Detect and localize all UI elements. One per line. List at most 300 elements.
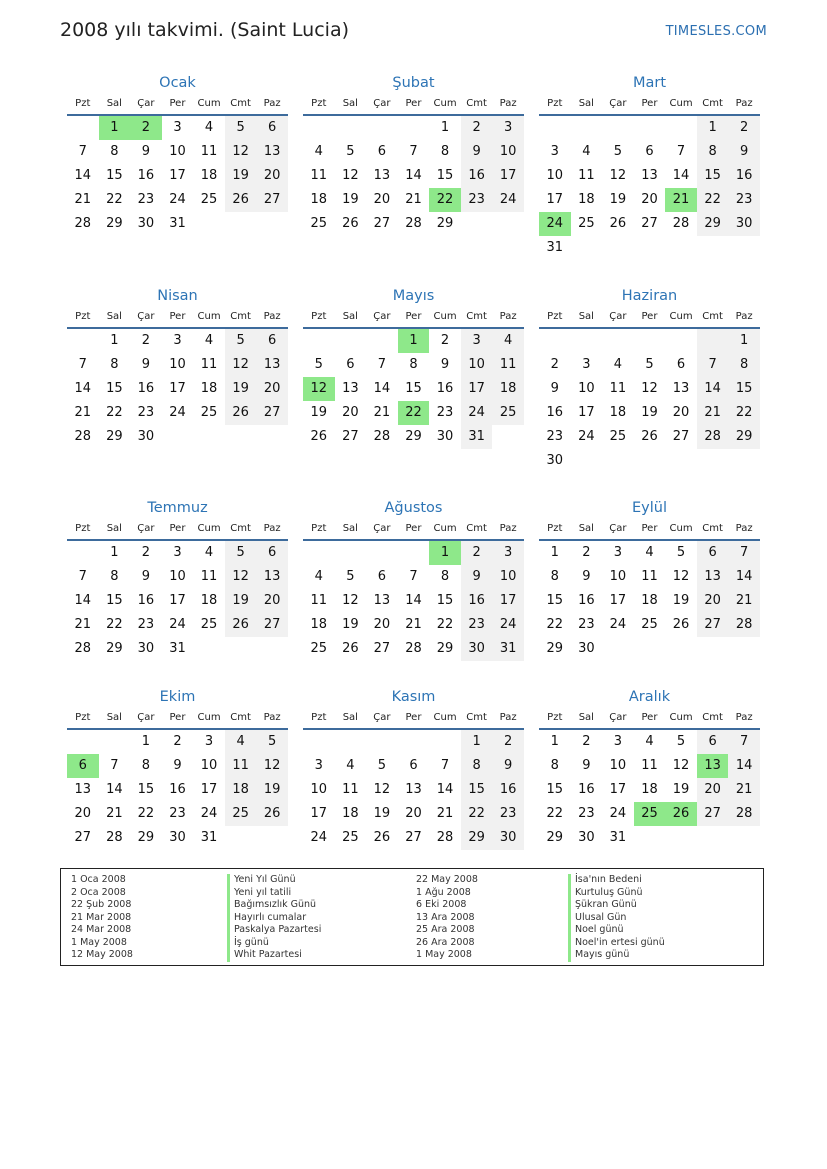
weekday-label: Çar bbox=[609, 98, 627, 109]
weekday-label: Sal bbox=[106, 98, 122, 109]
calendar-day: 15 bbox=[546, 782, 564, 797]
empty-day bbox=[634, 826, 666, 850]
calendar-day: 26 bbox=[609, 216, 627, 231]
calendar-day: 26 bbox=[672, 617, 690, 632]
weekday-label: Paz bbox=[499, 311, 517, 322]
calendar-day: 17 bbox=[609, 593, 627, 608]
calendar-day: 15 bbox=[436, 593, 454, 608]
calendar-day: 29 bbox=[106, 429, 123, 444]
empty-day bbox=[665, 116, 697, 140]
calendar-day: 25 bbox=[641, 617, 658, 632]
calendar-day: 1 bbox=[110, 545, 119, 560]
calendar-day: 8 bbox=[409, 357, 418, 372]
holiday-day: 2 bbox=[130, 116, 162, 140]
legend-date: 26 Ara 2008 bbox=[416, 936, 475, 948]
week-row bbox=[539, 353, 760, 377]
calendar-day: 29 bbox=[405, 429, 422, 444]
week-row bbox=[303, 778, 524, 802]
calendar-day: 9 bbox=[582, 758, 591, 773]
calendar-day: 30 bbox=[436, 429, 454, 444]
calendar-day: 23 bbox=[436, 405, 454, 420]
empty-day bbox=[634, 236, 666, 260]
calendar-day: 15 bbox=[461, 778, 493, 802]
calendar-day: 18 bbox=[578, 192, 595, 207]
weekday-label: Cum bbox=[433, 712, 457, 723]
calendar-day: 8 bbox=[697, 140, 729, 164]
calendar-day: 22 bbox=[461, 802, 493, 826]
calendar-day: 12 bbox=[225, 353, 257, 377]
calendar-day: 27 bbox=[74, 830, 92, 845]
calendar-day: 19 bbox=[641, 405, 658, 420]
weekday-label: Cmt bbox=[702, 523, 723, 534]
site-link[interactable]: TIMESLES.COM bbox=[665, 24, 767, 39]
holiday-day: 21 bbox=[665, 188, 697, 212]
legend-holiday-name: Yeni yıl tatili bbox=[227, 887, 321, 900]
calendar-day: 21 bbox=[728, 589, 760, 613]
empty-day bbox=[571, 116, 603, 140]
weekday-label: Çar bbox=[137, 523, 155, 534]
week-row bbox=[539, 188, 760, 212]
empty-day bbox=[665, 826, 697, 850]
calendar-day: 22 bbox=[728, 401, 760, 425]
calendar-day: 4 bbox=[225, 730, 257, 754]
legend-holiday-name: Kurtuluş Günü bbox=[568, 887, 665, 900]
weekday-label: Per bbox=[405, 98, 422, 109]
empty-day bbox=[366, 116, 398, 140]
calendar-day: 31 bbox=[200, 830, 218, 845]
calendar-day: 1 bbox=[461, 730, 493, 754]
calendar-day: 23 bbox=[137, 192, 155, 207]
calendar-day: 4 bbox=[204, 333, 214, 348]
legend-holiday-name: Paskalya Pazartesi bbox=[227, 924, 321, 937]
calendar-day: 17 bbox=[546, 192, 564, 207]
calendar-day: 6 bbox=[409, 758, 418, 773]
calendar-day: 2 bbox=[582, 545, 591, 560]
empty-day bbox=[256, 212, 288, 236]
calendar-day: 15 bbox=[137, 782, 155, 797]
weekday-label: Pzt bbox=[311, 712, 327, 723]
weekday-label: Cum bbox=[197, 712, 221, 723]
calendar-day: 17 bbox=[461, 377, 493, 401]
empty-day bbox=[335, 541, 367, 565]
calendar-day: 14 bbox=[405, 168, 422, 183]
week-row bbox=[67, 637, 288, 661]
week-row bbox=[303, 401, 524, 425]
empty-day bbox=[256, 637, 288, 661]
weekday-label: Paz bbox=[735, 712, 753, 723]
weekday-label: Per bbox=[405, 311, 422, 322]
calendar-day: 7 bbox=[697, 353, 729, 377]
calendar-day: 20 bbox=[256, 589, 288, 613]
week-row bbox=[303, 116, 524, 140]
holiday-day: 22 bbox=[429, 188, 461, 212]
calendar-day: 27 bbox=[373, 641, 391, 656]
week-row bbox=[67, 353, 288, 377]
legend-holiday-name: Whit Pazartesi bbox=[227, 949, 321, 962]
week-row bbox=[67, 754, 288, 778]
empty-day bbox=[193, 425, 225, 449]
calendar-day: 17 bbox=[578, 405, 595, 420]
calendar-day: 8 bbox=[141, 758, 151, 773]
calendar-day: 4 bbox=[204, 120, 214, 135]
empty-day bbox=[366, 730, 398, 754]
calendar-day: 7 bbox=[78, 144, 87, 159]
calendar-day: 1 bbox=[141, 734, 151, 749]
empty-day bbox=[99, 730, 131, 754]
empty-day bbox=[634, 637, 666, 661]
calendar-day: 4 bbox=[613, 357, 623, 372]
calendar-day: 7 bbox=[78, 357, 87, 372]
calendar-day: 24 bbox=[609, 806, 627, 821]
weekday-label: Çar bbox=[373, 98, 391, 109]
calendar-day: 28 bbox=[697, 425, 729, 449]
calendar-day: 13 bbox=[373, 168, 391, 183]
month-name: Mart bbox=[632, 75, 667, 91]
week-row bbox=[539, 826, 760, 850]
calendar-day: 8 bbox=[110, 569, 119, 584]
calendar-day: 3 bbox=[492, 541, 524, 565]
weekday-label: Paz bbox=[499, 523, 517, 534]
calendar-day: 20 bbox=[641, 192, 658, 207]
weekday-label: Per bbox=[405, 523, 422, 534]
weekday-label: Pzt bbox=[311, 98, 327, 109]
weekday-label: Per bbox=[641, 311, 658, 322]
week-row bbox=[67, 164, 288, 188]
calendar-day: 29 bbox=[106, 641, 123, 656]
empty-day bbox=[602, 637, 634, 661]
week-row bbox=[67, 826, 288, 850]
calendar-day: 28 bbox=[405, 641, 422, 656]
calendar-day: 28 bbox=[728, 613, 760, 637]
calendar-day: 16 bbox=[461, 164, 493, 188]
weekday-label: Cum bbox=[669, 712, 693, 723]
month-name: Temmuz bbox=[147, 500, 208, 516]
calendar-day: 1 bbox=[697, 116, 729, 140]
calendar-day: 4 bbox=[204, 545, 214, 560]
week-row bbox=[539, 401, 760, 425]
calendar-day: 14 bbox=[436, 782, 454, 797]
weekday-label: Per bbox=[169, 523, 186, 534]
empty-day bbox=[225, 212, 257, 236]
calendar-day: 10 bbox=[609, 758, 627, 773]
legend-holiday-name: Bağımsızlık Günü bbox=[227, 899, 321, 912]
weekday-label: Sal bbox=[106, 712, 122, 723]
empty-day bbox=[728, 449, 760, 473]
calendar-day: 3 bbox=[173, 120, 182, 135]
calendar-day: 10 bbox=[461, 353, 493, 377]
weekday-label: Sal bbox=[342, 523, 358, 534]
legend-holiday-name: Noel günü bbox=[568, 924, 665, 937]
calendar-day: 25 bbox=[200, 192, 218, 207]
calendar-day: 28 bbox=[106, 830, 123, 845]
week-row bbox=[539, 730, 760, 754]
calendar-day: 17 bbox=[169, 168, 186, 183]
calendar-day: 14 bbox=[74, 168, 92, 183]
week-row bbox=[67, 212, 288, 236]
empty-day bbox=[398, 730, 430, 754]
holiday-day: 25 bbox=[634, 802, 666, 826]
calendar-day: 3 bbox=[492, 116, 524, 140]
calendar-day: 3 bbox=[550, 144, 559, 159]
calendar-day: 31 bbox=[169, 216, 186, 231]
holiday-day: 6 bbox=[67, 754, 99, 778]
calendar-day: 7 bbox=[78, 569, 87, 584]
calendar-day: 3 bbox=[204, 734, 214, 749]
week-row bbox=[303, 754, 524, 778]
calendar-day: 26 bbox=[342, 641, 359, 656]
weekday-label: Per bbox=[405, 712, 422, 723]
calendar-day: 27 bbox=[342, 429, 359, 444]
calendar-day: 1 bbox=[110, 333, 119, 348]
weekday-header bbox=[539, 519, 760, 541]
calendar-day: 6 bbox=[377, 144, 387, 159]
calendar-day: 30 bbox=[137, 429, 155, 444]
week-row bbox=[539, 778, 760, 802]
calendar-day: 19 bbox=[225, 377, 257, 401]
calendar-day: 8 bbox=[728, 353, 760, 377]
calendar-day: 2 bbox=[550, 357, 559, 372]
calendar-day: 21 bbox=[405, 617, 422, 632]
calendar-day: 23 bbox=[137, 617, 155, 632]
weekday-label: Per bbox=[641, 523, 658, 534]
calendar-day: 6 bbox=[645, 144, 654, 159]
weekday-header bbox=[303, 307, 524, 329]
calendar-day: 25 bbox=[200, 405, 218, 420]
weekday-label: Cum bbox=[197, 523, 221, 534]
empty-day bbox=[67, 541, 99, 565]
week-row bbox=[539, 613, 760, 637]
calendar-day: 27 bbox=[641, 216, 658, 231]
calendar-day: 7 bbox=[409, 144, 418, 159]
calendar-day: 11 bbox=[641, 569, 658, 584]
legend-holiday-name: İsa'nın Bedeni bbox=[568, 874, 665, 887]
calendar-day: 19 bbox=[225, 164, 257, 188]
calendar-day: 27 bbox=[256, 401, 288, 425]
holiday-day: 1 bbox=[398, 329, 430, 353]
empty-day bbox=[571, 329, 603, 353]
week-row bbox=[539, 164, 760, 188]
calendar-day: 24 bbox=[169, 192, 186, 207]
calendar-day: 27 bbox=[672, 429, 690, 444]
calendar-day: 16 bbox=[728, 164, 760, 188]
calendar-day: 18 bbox=[342, 806, 359, 821]
month-name: Ekim bbox=[159, 689, 196, 705]
empty-day bbox=[492, 212, 524, 236]
calendar-day: 27 bbox=[373, 216, 391, 231]
weekday-label: Pzt bbox=[547, 712, 563, 723]
week-row bbox=[303, 613, 524, 637]
weekday-label: Cmt bbox=[466, 523, 487, 534]
calendar-day: 22 bbox=[106, 617, 123, 632]
week-row bbox=[539, 236, 760, 260]
calendar-day: 4 bbox=[645, 545, 654, 560]
week-row bbox=[303, 164, 524, 188]
week-row bbox=[67, 778, 288, 802]
calendar-day: 28 bbox=[74, 641, 92, 656]
month-name: Nisan bbox=[157, 288, 198, 304]
weekday-label: Cum bbox=[669, 311, 693, 322]
weekday-header bbox=[539, 708, 760, 730]
weekday-label: Cmt bbox=[230, 523, 251, 534]
calendar-day: 30 bbox=[137, 641, 155, 656]
calendar-day: 29 bbox=[106, 216, 123, 231]
weekday-label: Çar bbox=[137, 311, 155, 322]
calendar-day: 3 bbox=[461, 329, 493, 353]
calendar-day: 9 bbox=[550, 381, 559, 396]
calendar-day: 15 bbox=[106, 593, 123, 608]
calendar-day: 16 bbox=[169, 782, 186, 797]
calendar-day: 24 bbox=[578, 429, 595, 444]
calendar-day: 5 bbox=[225, 541, 257, 565]
empty-day bbox=[303, 541, 335, 565]
weekday-header bbox=[539, 94, 760, 116]
weekday-label: Sal bbox=[578, 712, 594, 723]
empty-day bbox=[492, 425, 524, 449]
calendar-day: 23 bbox=[492, 802, 524, 826]
calendar-day: 19 bbox=[342, 617, 359, 632]
calendar-day: 9 bbox=[141, 357, 151, 372]
calendar-day: 2 bbox=[582, 734, 591, 749]
calendar-day: 4 bbox=[492, 329, 524, 353]
weekday-label: Paz bbox=[263, 311, 281, 322]
empty-day bbox=[193, 212, 225, 236]
weekday-label: Pzt bbox=[75, 311, 91, 322]
calendar-day: 29 bbox=[436, 216, 454, 231]
calendar-day: 5 bbox=[256, 730, 288, 754]
calendar-day: 8 bbox=[550, 758, 559, 773]
calendar-day: 3 bbox=[613, 545, 623, 560]
weekday-label: Çar bbox=[373, 712, 391, 723]
calendar-day: 18 bbox=[310, 617, 328, 632]
calendar-day: 9 bbox=[461, 140, 493, 164]
empty-day bbox=[429, 730, 461, 754]
weekday-label: Per bbox=[641, 712, 658, 723]
calendar-day: 8 bbox=[461, 754, 493, 778]
month-name: Ocak bbox=[159, 75, 196, 91]
calendar-day: 1 bbox=[728, 329, 760, 353]
weekday-label: Çar bbox=[373, 311, 391, 322]
week-row bbox=[67, 802, 288, 826]
calendar-day: 16 bbox=[492, 778, 524, 802]
calendar-day: 1 bbox=[550, 545, 559, 560]
week-row bbox=[539, 212, 760, 236]
weekday-label: Cmt bbox=[230, 98, 251, 109]
week-row bbox=[67, 188, 288, 212]
week-row bbox=[67, 116, 288, 140]
week-row bbox=[67, 329, 288, 353]
calendar-day: 30 bbox=[578, 830, 595, 845]
calendar-day: 4 bbox=[314, 569, 323, 584]
legend-date: 25 Ara 2008 bbox=[416, 924, 475, 935]
calendar-day: 26 bbox=[225, 188, 257, 212]
calendar-day: 12 bbox=[609, 168, 627, 183]
weekday-header bbox=[67, 94, 288, 116]
month-12 bbox=[539, 686, 760, 850]
calendar-day: 2 bbox=[440, 333, 450, 348]
calendar-day: 10 bbox=[578, 381, 595, 396]
calendar-day: 26 bbox=[225, 401, 257, 425]
calendar-day: 30 bbox=[492, 826, 524, 850]
calendar-day: 18 bbox=[609, 405, 627, 420]
month-7 bbox=[67, 497, 288, 661]
holiday-day: 12 bbox=[303, 377, 335, 401]
calendar-day: 15 bbox=[728, 377, 760, 401]
empty-day bbox=[67, 730, 99, 754]
month-name: Mayıs bbox=[392, 288, 435, 304]
legend-date: 1 May 2008 bbox=[416, 949, 472, 960]
calendar-day: 29 bbox=[436, 641, 454, 656]
calendar-day: 11 bbox=[492, 353, 524, 377]
empty-day bbox=[665, 449, 697, 473]
calendar-day: 1 bbox=[550, 734, 559, 749]
week-row bbox=[539, 589, 760, 613]
weekday-label: Paz bbox=[499, 712, 517, 723]
week-row bbox=[303, 730, 524, 754]
calendar-day: 5 bbox=[676, 734, 686, 749]
calendar-day: 18 bbox=[492, 377, 524, 401]
calendar-day: 29 bbox=[137, 830, 155, 845]
weekday-label: Pzt bbox=[311, 311, 327, 322]
calendar-day: 12 bbox=[641, 381, 658, 396]
calendar-day: 7 bbox=[728, 541, 760, 565]
calendar-day: 6 bbox=[697, 730, 729, 754]
calendar-day: 11 bbox=[310, 593, 328, 608]
empty-day bbox=[461, 212, 493, 236]
empty-day bbox=[728, 637, 760, 661]
calendar-day: 23 bbox=[728, 188, 760, 212]
calendar-day: 30 bbox=[461, 637, 493, 661]
week-row bbox=[539, 541, 760, 565]
calendar-day: 27 bbox=[256, 613, 288, 637]
calendar-day: 17 bbox=[169, 593, 186, 608]
calendar-day: 29 bbox=[697, 212, 729, 236]
calendar-day: 11 bbox=[578, 168, 595, 183]
month-name: Kasım bbox=[391, 689, 436, 705]
empty-day bbox=[335, 116, 367, 140]
calendar-day: 21 bbox=[74, 405, 92, 420]
empty-day bbox=[256, 425, 288, 449]
calendar-day: 8 bbox=[110, 357, 119, 372]
legend-date: 1 Oca 2008 bbox=[71, 874, 126, 885]
calendar-day: 2 bbox=[461, 541, 493, 565]
weekday-label: Cum bbox=[433, 98, 457, 109]
calendar-day: 16 bbox=[578, 593, 595, 608]
month-3 bbox=[539, 72, 760, 260]
weekday-label: Sal bbox=[578, 311, 594, 322]
empty-day bbox=[303, 730, 335, 754]
calendar-day: 18 bbox=[641, 782, 658, 797]
calendar-day: 9 bbox=[492, 754, 524, 778]
empty-day bbox=[256, 826, 288, 850]
calendar-day: 14 bbox=[405, 593, 422, 608]
legend-dates-left bbox=[71, 874, 133, 962]
week-row bbox=[303, 589, 524, 613]
calendar-day: 18 bbox=[225, 778, 257, 802]
empty-day bbox=[665, 637, 697, 661]
calendar-day: 19 bbox=[256, 778, 288, 802]
empty-day bbox=[67, 116, 99, 140]
weekday-label: Paz bbox=[499, 98, 517, 109]
weekday-label: Cum bbox=[197, 98, 221, 109]
month-10 bbox=[67, 686, 288, 850]
week-row bbox=[67, 401, 288, 425]
calendar-day: 19 bbox=[310, 405, 328, 420]
calendar-day: 25 bbox=[310, 641, 328, 656]
calendar-day: 25 bbox=[225, 802, 257, 826]
weekday-label: Cmt bbox=[466, 98, 487, 109]
calendar-day: 14 bbox=[728, 754, 760, 778]
calendar-day: 7 bbox=[377, 357, 387, 372]
